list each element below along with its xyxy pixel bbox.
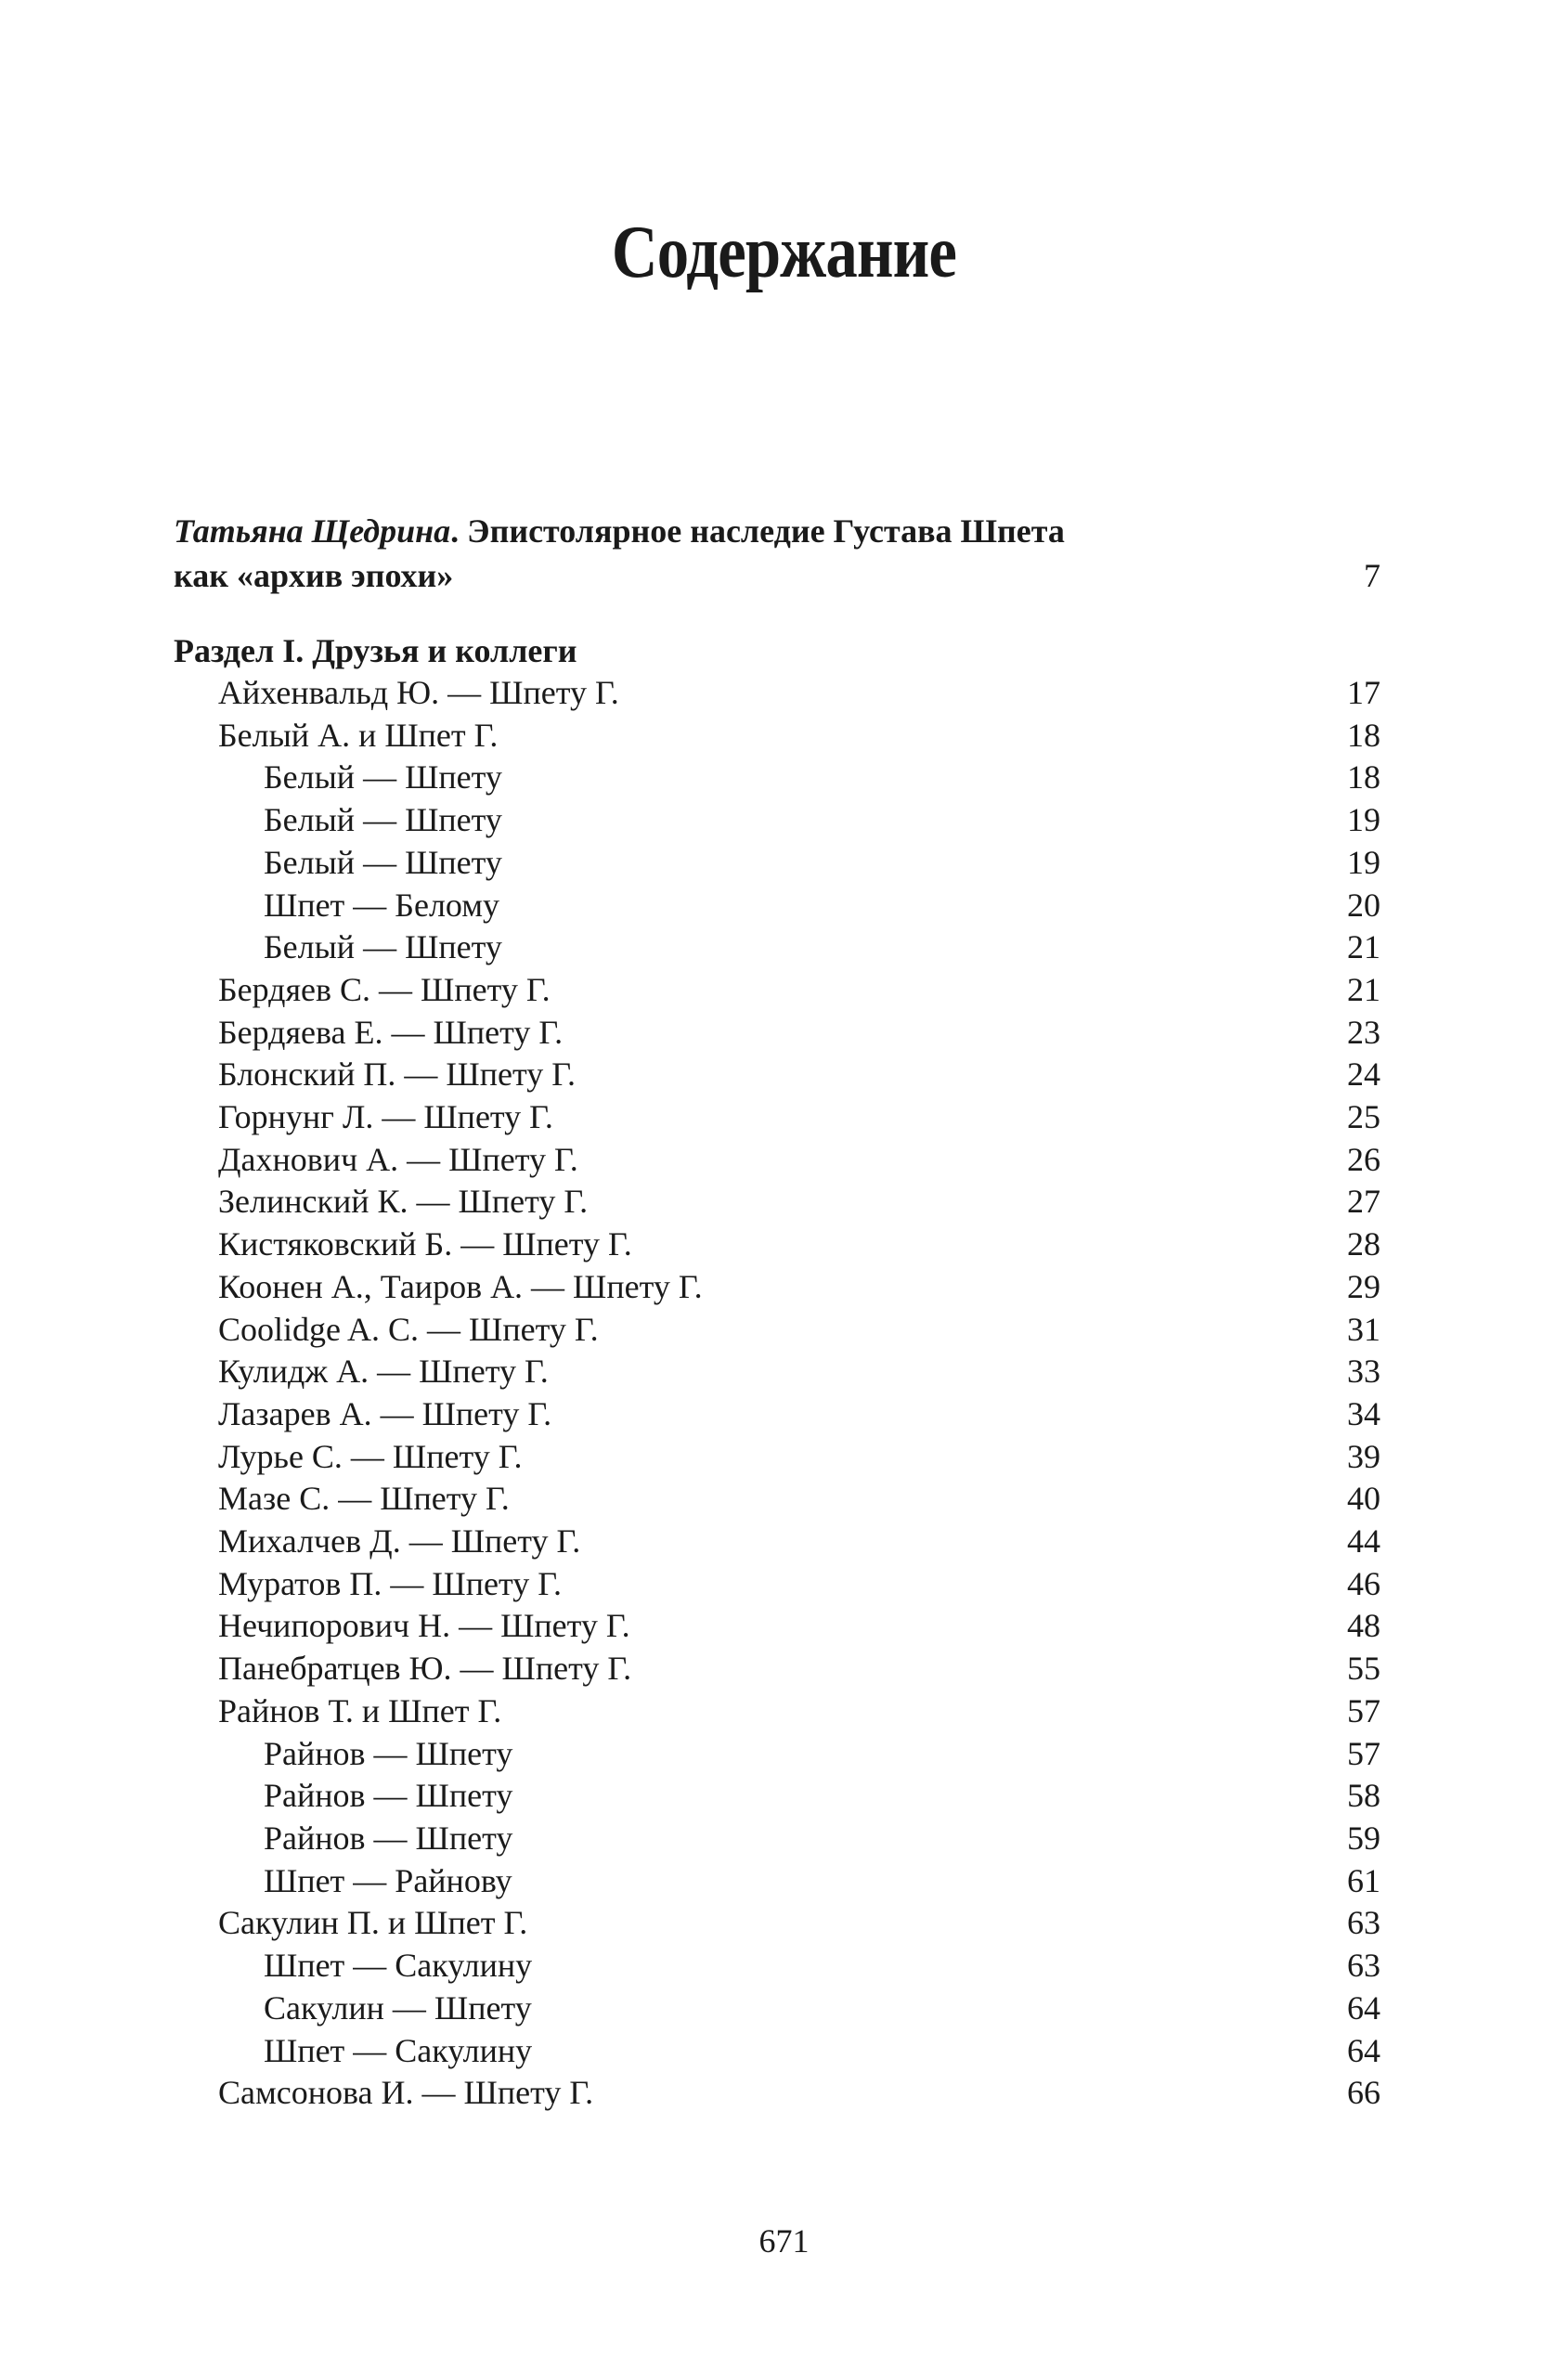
entry-page-number: 48 bbox=[1347, 1607, 1380, 1645]
entry-page-number: 20 bbox=[1347, 886, 1380, 924]
section-entries bbox=[174, 672, 1380, 2115]
entry-title: Самсонова И. — Шпету Г. bbox=[218, 2074, 594, 2112]
entry-title: Блонский П. — Шпету Г. bbox=[218, 1055, 576, 1094]
intro-title-line-1 bbox=[174, 509, 1380, 553]
toc-entry bbox=[174, 1436, 1380, 1479]
intro-author: Татьяна Щедрина bbox=[174, 512, 451, 550]
entry-page-number: 21 bbox=[1347, 928, 1380, 966]
toc-subentry bbox=[174, 1988, 1380, 2030]
entry-page-number: 18 bbox=[1347, 758, 1380, 796]
entry-title: Мазе С. — Шпету Г. bbox=[218, 1480, 510, 1518]
intro-title-part-1: Эпистолярное наследие Густава Шпета bbox=[459, 512, 1065, 550]
table-of-contents bbox=[174, 509, 1380, 2115]
intro-entry bbox=[174, 509, 1380, 598]
toc-entry bbox=[174, 1139, 1380, 1182]
entry-page-number: 34 bbox=[1347, 1394, 1380, 1432]
entry-page-number: 33 bbox=[1347, 1353, 1380, 1391]
toc-entry bbox=[174, 1096, 1380, 1139]
entry-page-number: 17 bbox=[1347, 674, 1380, 711]
toc-subentry bbox=[174, 1818, 1380, 1860]
toc-subentry bbox=[174, 1733, 1380, 1776]
entry-title: Нечипорович Н. — Шпету Г. bbox=[218, 1607, 630, 1645]
entry-page-number: 23 bbox=[1347, 1013, 1380, 1051]
entry-page-number: 25 bbox=[1347, 1098, 1380, 1136]
entry-title: Горнунг Л. — Шпету Г. bbox=[218, 1098, 553, 1136]
entry-title: Шпет — Сакулину bbox=[264, 2031, 533, 2069]
entry-page-number: 18 bbox=[1347, 716, 1380, 754]
entry-title: Шпет — Сакулину bbox=[264, 1947, 533, 1985]
intro-page-number: 7 bbox=[1364, 557, 1380, 594]
toc-entry bbox=[174, 969, 1380, 1012]
toc-entry bbox=[174, 1648, 1380, 1690]
entry-title: Лурье С. — Шпету Г. bbox=[218, 1437, 523, 1475]
toc-entry bbox=[174, 672, 1380, 715]
toc-entry bbox=[174, 715, 1380, 758]
entry-page-number: 39 bbox=[1347, 1437, 1380, 1475]
entry-title: Шпет — Белому bbox=[264, 886, 500, 924]
entry-title: Бердяева Е. — Шпету Г. bbox=[218, 1013, 564, 1051]
toc-entry bbox=[174, 1309, 1380, 1352]
entry-title: Сакулин П. и Шпет Г. bbox=[218, 1904, 528, 1942]
entry-title: Райнов Т. и Шпет Г. bbox=[218, 1691, 502, 1729]
entry-page-number: 55 bbox=[1347, 1650, 1380, 1688]
entry-title: Белый — Шпету bbox=[264, 843, 502, 881]
entry-title: Дахнович А. — Шпету Г. bbox=[218, 1140, 578, 1178]
entry-page-number: 21 bbox=[1347, 970, 1380, 1008]
entry-page-number: 66 bbox=[1347, 2074, 1380, 2112]
entry-title: Кистяковский Б. — Шпету Г. bbox=[218, 1225, 632, 1263]
entry-page-number: 31 bbox=[1347, 1310, 1380, 1348]
toc-subentry bbox=[174, 1775, 1380, 1818]
entry-page-number: 64 bbox=[1347, 1988, 1380, 2027]
entry-title: Сакулин — Шпету bbox=[264, 1988, 532, 2027]
toc-subentry bbox=[174, 757, 1380, 799]
entry-page-number: 27 bbox=[1347, 1183, 1380, 1221]
entry-title: Зелинский К. — Шпету Г. bbox=[218, 1183, 589, 1221]
toc-entry bbox=[174, 1605, 1380, 1648]
entry-page-number: 19 bbox=[1347, 801, 1380, 839]
entry-page-number: 63 bbox=[1347, 1904, 1380, 1942]
entry-title: Райнов — Шпету bbox=[264, 1734, 513, 1772]
toc-entry bbox=[174, 1521, 1380, 1563]
entry-page-number: 57 bbox=[1347, 1734, 1380, 1772]
entry-page-number: 28 bbox=[1347, 1225, 1380, 1263]
toc-entry bbox=[174, 1012, 1380, 1055]
entry-title: Кулидж А. — Шпету Г. bbox=[218, 1353, 549, 1391]
entry-page-number: 64 bbox=[1347, 2031, 1380, 2069]
toc-entry bbox=[174, 1690, 1380, 1733]
page-title: Содержание bbox=[611, 211, 957, 293]
toc-entry bbox=[174, 1266, 1380, 1309]
entry-page-number: 61 bbox=[1347, 1861, 1380, 1899]
toc-entry bbox=[174, 1181, 1380, 1224]
entry-title: Панебратцев Ю. — Шпету Г. bbox=[218, 1650, 632, 1688]
entry-title: Коонен А., Таиров А. — Шпету Г. bbox=[218, 1267, 703, 1305]
entry-title: Райнов — Шпету bbox=[264, 1777, 513, 1815]
entry-title: Михалчев Д. — Шпету Г. bbox=[218, 1522, 581, 1561]
section-heading: Раздел I. Друзья и коллеги bbox=[174, 632, 577, 669]
toc-subentry bbox=[174, 1860, 1380, 1903]
entry-title: Coolidge A. C. — Шпету Г. bbox=[218, 1310, 599, 1348]
toc-entry bbox=[174, 1393, 1380, 1436]
intro-author-separator: . bbox=[450, 512, 460, 550]
entry-page-number: 29 bbox=[1347, 1267, 1380, 1305]
entry-title: Шпет — Райнову bbox=[264, 1861, 512, 1899]
toc-entry bbox=[174, 1351, 1380, 1393]
entry-page-number: 59 bbox=[1347, 1819, 1380, 1857]
entry-title: Айхенвальд Ю. — Шпету Г. bbox=[218, 674, 619, 711]
toc-subentry bbox=[174, 842, 1380, 885]
toc-subentry bbox=[174, 799, 1380, 842]
entry-page-number: 26 bbox=[1347, 1140, 1380, 1178]
toc-entry bbox=[174, 1478, 1380, 1521]
toc-entry bbox=[174, 1054, 1380, 1096]
page-number: 671 bbox=[758, 2222, 810, 2260]
toc-entry bbox=[174, 2072, 1380, 2115]
toc-subentry bbox=[174, 926, 1380, 969]
toc-subentry bbox=[174, 2030, 1380, 2073]
entry-title: Муратов П. — Шпету Г. bbox=[218, 1564, 562, 1602]
entry-title: Райнов — Шпету bbox=[264, 1819, 513, 1857]
entry-page-number: 44 bbox=[1347, 1522, 1380, 1561]
entry-title: Белый — Шпету bbox=[264, 801, 502, 839]
toc-subentry bbox=[174, 1945, 1380, 1988]
entry-title: Лазарев А. — Шпету Г. bbox=[218, 1394, 552, 1432]
entry-page-number: 19 bbox=[1347, 843, 1380, 881]
entry-page-number: 63 bbox=[1347, 1947, 1380, 1985]
entry-title: Белый — Шпету bbox=[264, 758, 502, 796]
entry-page-number: 58 bbox=[1347, 1777, 1380, 1815]
toc-entry bbox=[174, 1224, 1380, 1266]
entry-title: Бердяев С. — Шпету Г. bbox=[218, 970, 551, 1008]
toc-entry bbox=[174, 1563, 1380, 1606]
entry-title: Белый — Шпету bbox=[264, 928, 502, 966]
entry-title: Белый А. и Шпет Г. bbox=[218, 716, 499, 754]
entry-page-number: 46 bbox=[1347, 1564, 1380, 1602]
entry-page-number: 24 bbox=[1347, 1055, 1380, 1094]
entry-page-number: 40 bbox=[1347, 1480, 1380, 1518]
toc-entry bbox=[174, 1902, 1380, 1945]
intro-title-line-2 bbox=[174, 553, 1380, 598]
toc-subentry bbox=[174, 885, 1380, 927]
entry-page-number: 57 bbox=[1347, 1691, 1380, 1729]
intro-title-part-2: как «архив эпохи» bbox=[174, 557, 454, 594]
